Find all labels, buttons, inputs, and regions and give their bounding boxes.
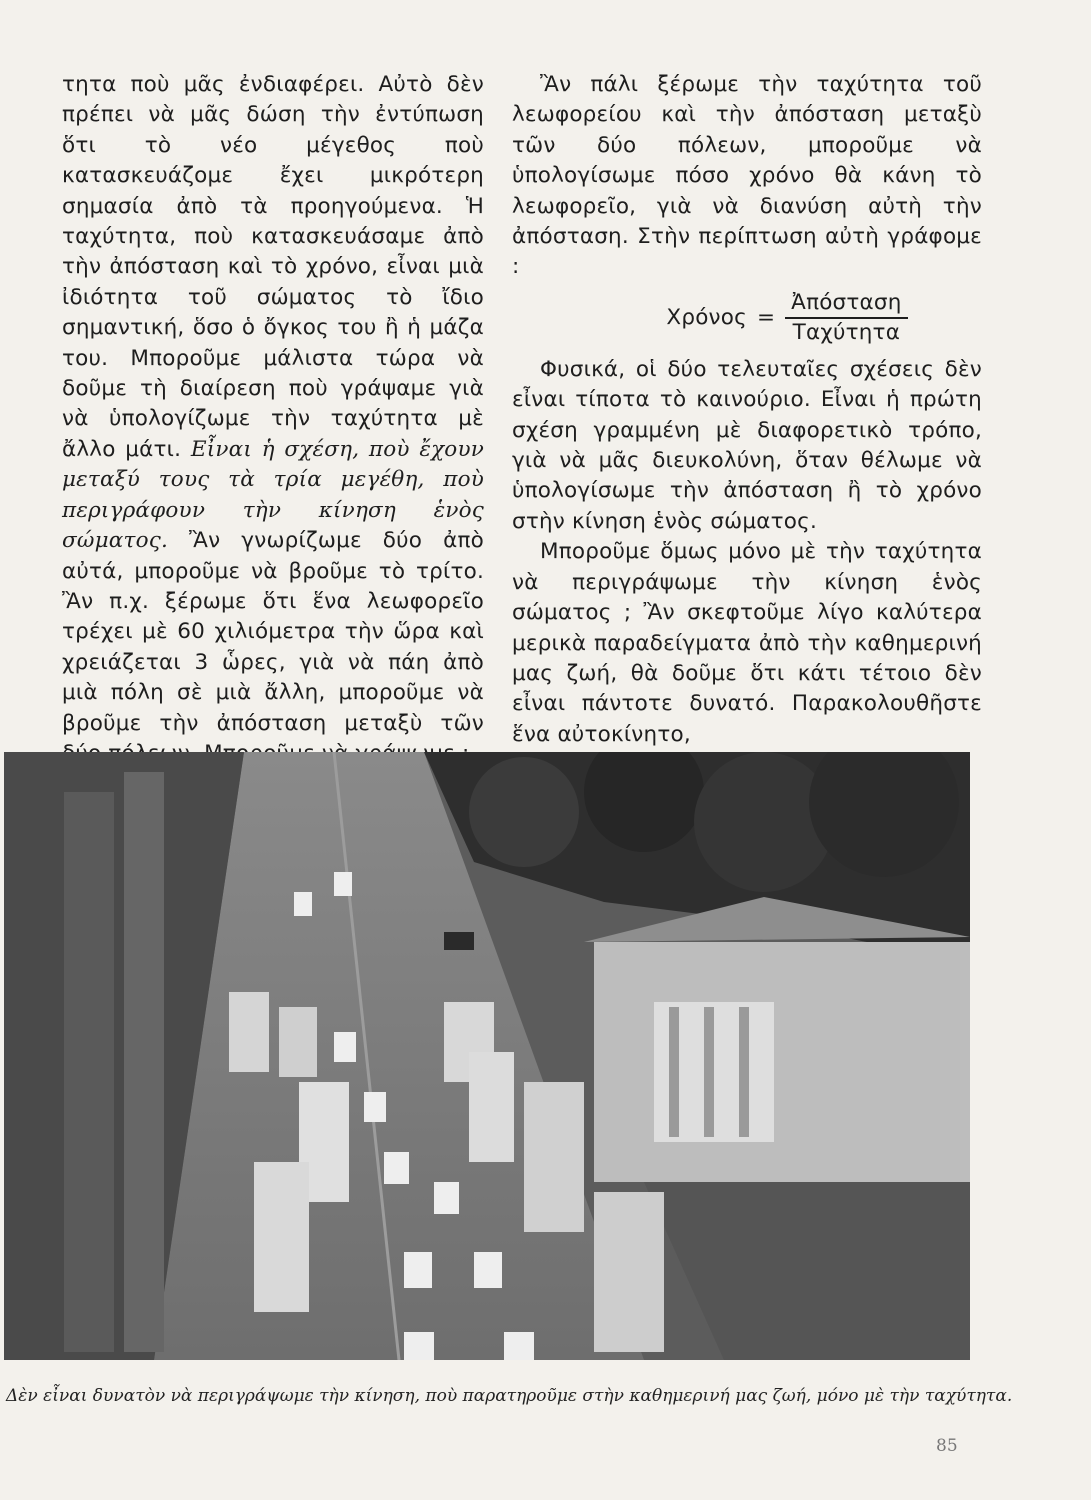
page-number: 85: [936, 1436, 958, 1456]
paragraph-2: Ἂν πάλι ξέρωμε τὴν ταχύτητα τοῦ λεωφορείου καὶ τὴν ἀπόσταση μεταξὺ τῶν δύο πόλεων, μποροῦμε νὰ ὑπολογίσωμε πόσο χρόνο θὰ κάνη τὸ λεωφορεῖο, γιὰ νὰ διανύση αὐτὴ τὴν ἀπόσταση. Στὴν περίπτωση αὐτὴ γράφομε :: [512, 72, 982, 280]
time-formula-lhs: Χρόνος: [666, 304, 747, 330]
fraction-numerator: Ἀπόσταση: [785, 289, 907, 319]
street-traffic-photo: [4, 752, 970, 1360]
right-column: [512, 70, 982, 750]
left-column: [62, 70, 484, 806]
time-formula-fraction: [785, 289, 907, 347]
time-formula-equals: =: [756, 304, 776, 330]
time-formula: [512, 289, 982, 347]
paragraph-1-start: τητα ποὺ μᾶς ἐνδιαφέρει. Αὐτὸ δὲν πρέπει νὰ μᾶς δώση τὴν ἐντύπωση ὅτι τὸ νέο μέγεθος ποὺ κατασκευάζομε ἔχει μικρότερη σημασία ἀπὸ τὰ προηγούμενα. Ἡ ταχύτητα, ποὺ κατασκευάσαμε ἀπὸ τὴν ἀπόσταση καὶ τὸ χρόνο, εἶναι μιὰ ἰδιότητα τοῦ σώματος τὸ ἴδιο σημαντική, ὅσο ὁ ὄγκος του ἢ ἡ μάζα του. Μποροῦμε μάλιστα τώρα νὰ δοῦμε τὴ διαίρεση ποὺ γράψαμε γιὰ νὰ ὑπολογίζωμε τὴν ταχύτητα μὲ ἄλλο μάτι.: [62, 72, 484, 462]
paragraph-1-end: Ἂν γνωρίζωμε δύο ἀπὸ αὐτά, μποροῦμε νὰ βροῦμε τὸ τρίτο. Ἂν π.χ. ξέρωμε ὅτι ἕνα λεωφορεῖο τρέχει μὲ 60 χιλιόμετρα τὴν ὥρα καὶ χρειάζεται 3 ὧρες, γιὰ νὰ πάη ἀπὸ μιὰ πόλη σὲ μιὰ ἄλλη, μποροῦμε νὰ βροῦμε τὴν ἀπόσταση μεταξὺ τῶν: [62, 528, 484, 736]
paragraph-1: [62, 70, 484, 769]
paragraph-3: Φυσικά, οἱ δύο τελευταῖες σχέσεις δὲν εἶναι τίποτα τὸ καινούριο. Εἶναι ἡ πρώτη σχέση γραμμένη μὲ διαφορετικὸ τρόπο, γιὰ νὰ μᾶς διευκολύνη, ὅταν θέλωμε νὰ ὑπολογίσωμε τὴν ἀπόσταση ἢ τὸ χρόνο στὴν κίνηση ἑνὸς σώματος.: [512, 356, 982, 534]
fraction-denominator: Ταχύτητα: [792, 319, 901, 345]
paragraph-4: Μποροῦμε ὅμως μόνο μὲ τὴν ταχύτητα νὰ περιγράψωμε τὴν κίνηση ἑνὸς σώματος ; Ἂν σκεφτοῦμε λίγο καλύτερα μερικὰ παραδείγματα ἀπὸ τὴν καθημερινή μας ζωή, θὰ δοῦμε ὅτι κάτι τέτοιο δὲν εἶναι πάντοτε δυνατό. Παρακολουθῆστε ἕνα αὐτοκίνητο,: [512, 539, 982, 747]
street-traffic-illustration: [4, 752, 970, 1360]
paragraph-1-italic: Εἶναι ἡ σχέση, ποὺ ἔχουν μεταξύ τους τὰ τρία μεγέθη, ποὺ περιγράφουν τὴν κίνηση ἑνὸς σώματος.: [62, 436, 484, 554]
photo-caption: Δὲν εἶναι δυνατὸν νὰ περιγράψωμε τὴν κίνηση, ποὺ παρατηροῦμε στὴν καθημερινή μας ζωή, μόνο μὲ τὴν ταχύτητα.: [6, 1386, 1013, 1406]
